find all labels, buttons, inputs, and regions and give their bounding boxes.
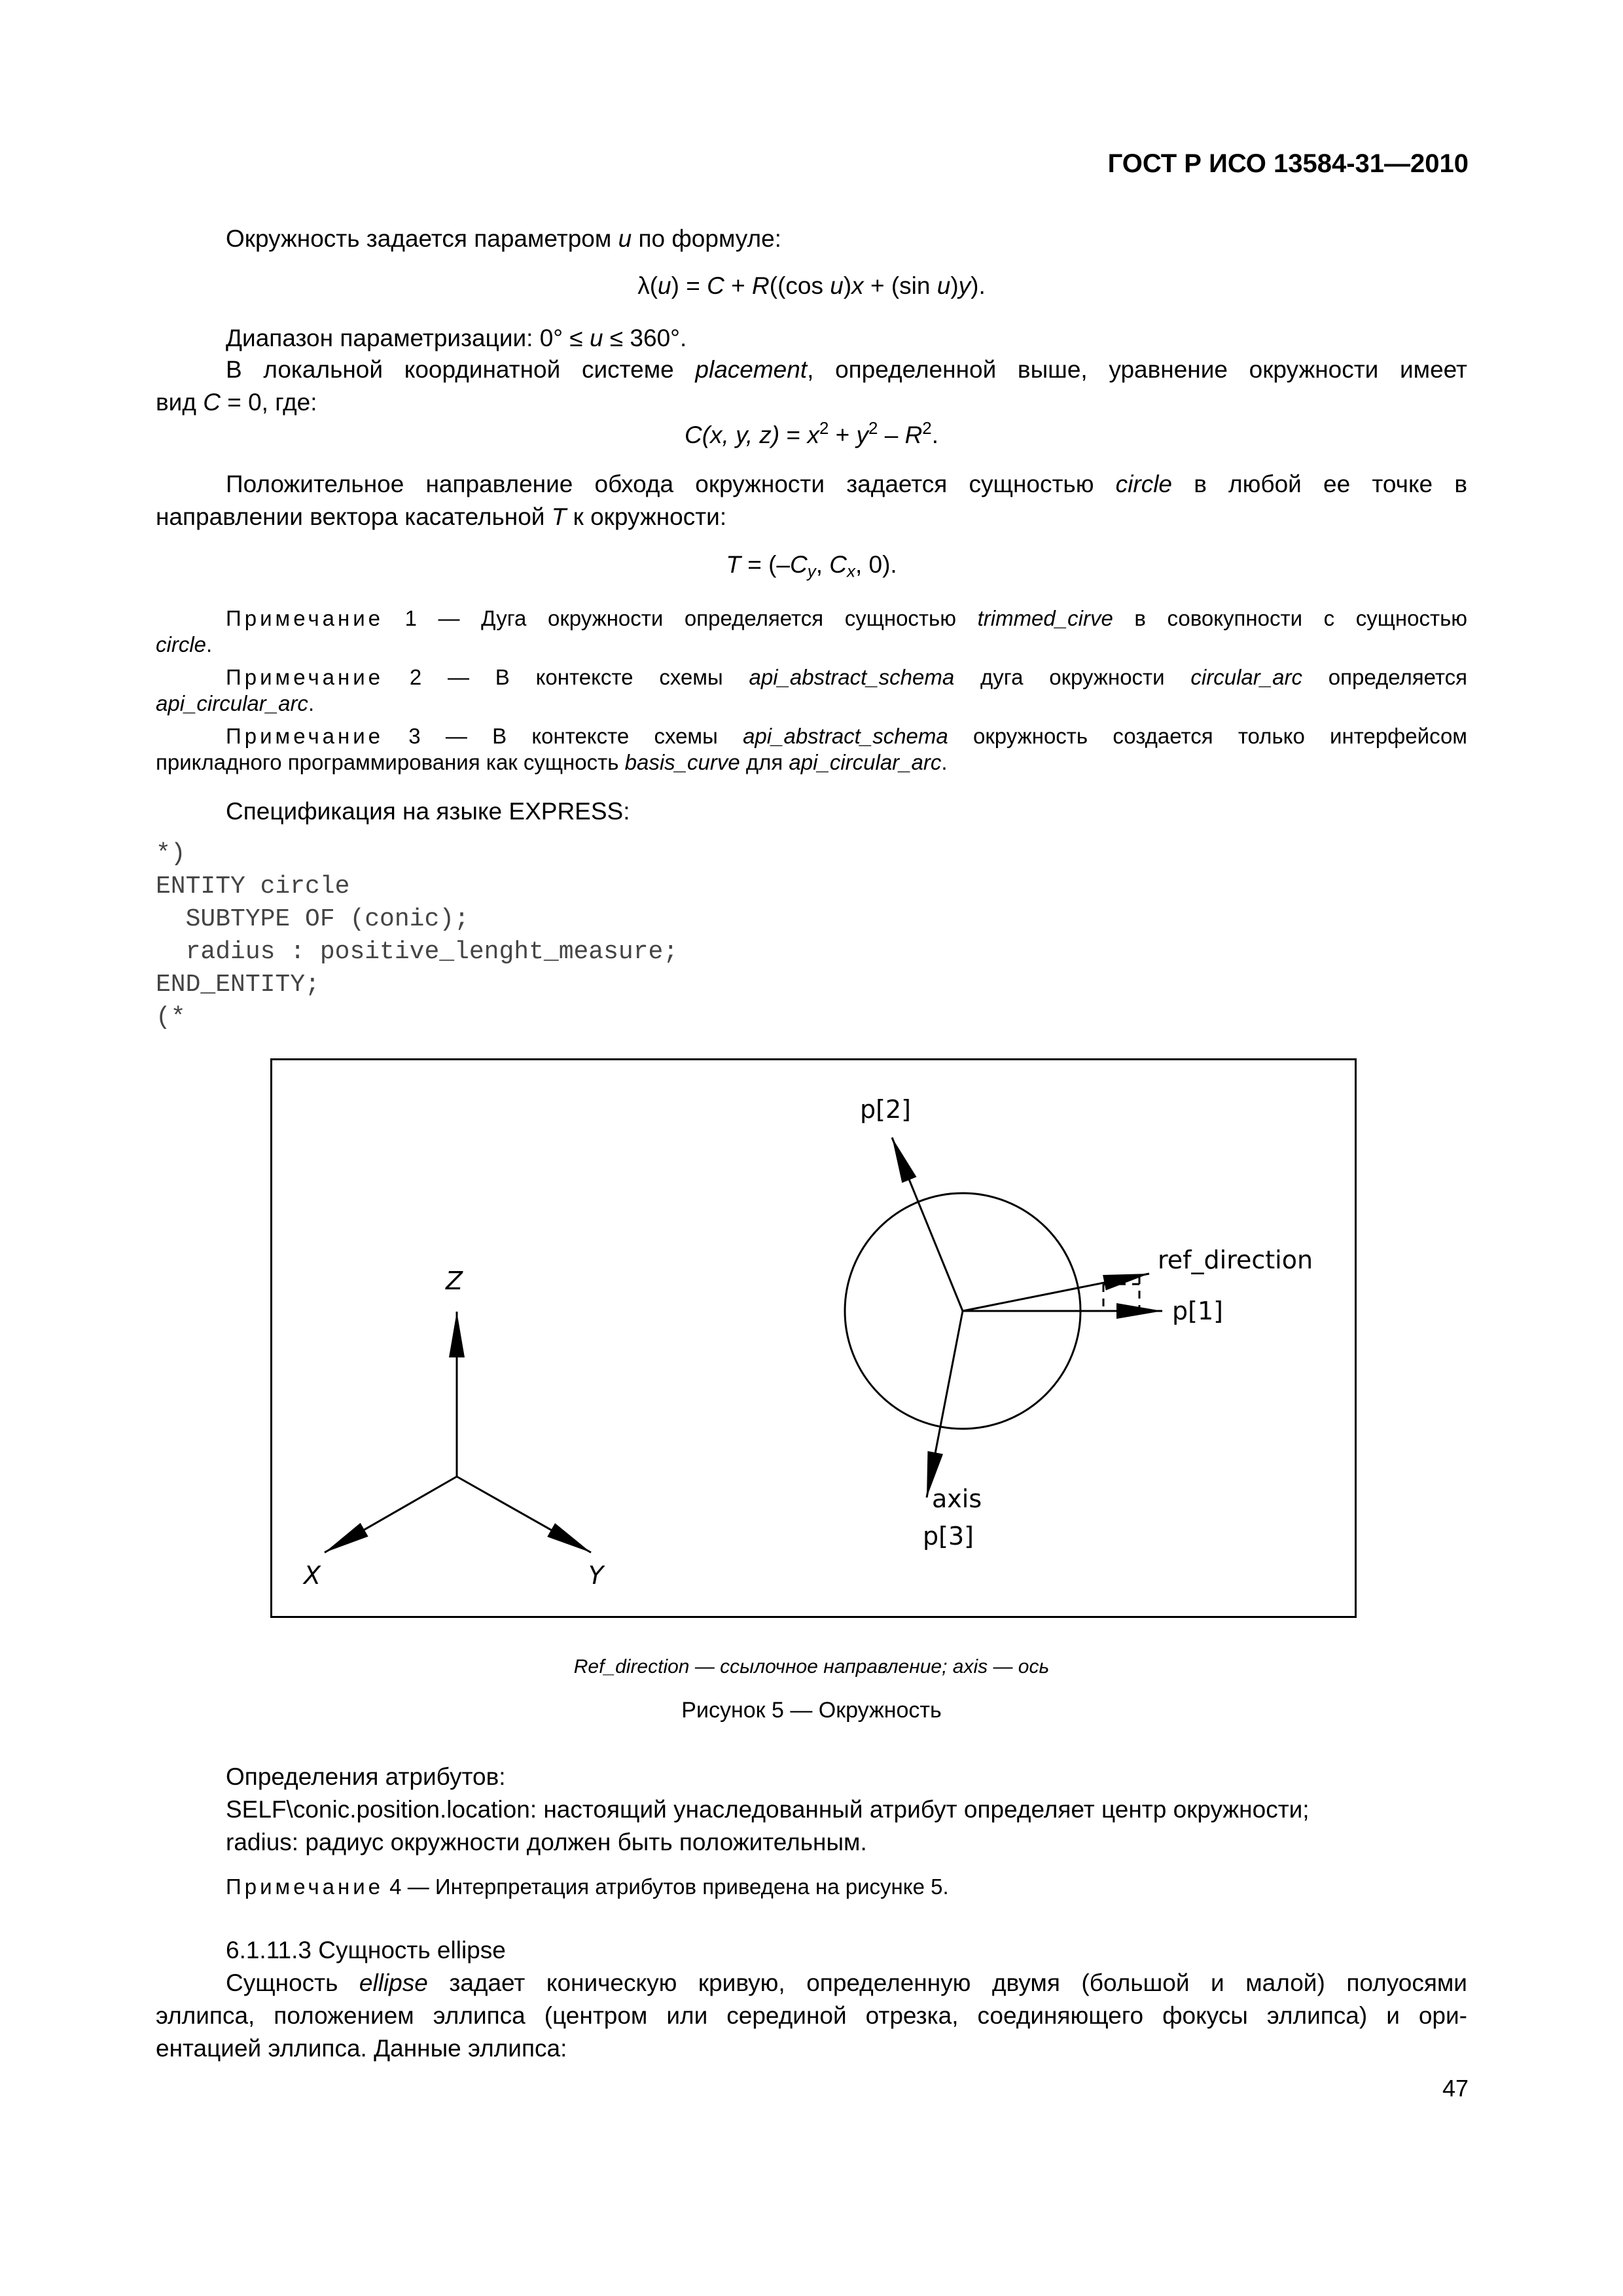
p2-arrow bbox=[892, 1138, 963, 1311]
ref-direction-label: ref_direction bbox=[1158, 1246, 1313, 1274]
note-2-line2: api_circular_arc. bbox=[156, 691, 315, 715]
paragraph-range: Диапазон параметризации: 0° ≤ u ≤ 360°. bbox=[226, 325, 687, 351]
axis-p3-arrow bbox=[927, 1311, 963, 1498]
axis-label: axis bbox=[932, 1484, 982, 1513]
note-4: Примечание 4 — Интерпретация атрибутов приведена на рисунке 5. bbox=[226, 1874, 949, 1899]
paragraph-local-line1: В локальной координатной системе placement, определенной выше, уравнение окружности имеет bbox=[226, 356, 1467, 383]
figure-drawing bbox=[272, 1060, 1355, 1616]
x-label: X bbox=[304, 1561, 321, 1590]
formula-lambda: λ(u) = C + R((cos u)x + (sin u)y). bbox=[637, 272, 986, 299]
code-line: ENTITY circle bbox=[156, 872, 350, 901]
code-line: SUBTYPE OF (conic); bbox=[156, 905, 469, 933]
paragraph-direction-line2: направлении вектора касательной T к окружности: bbox=[156, 503, 727, 530]
p1-label: p[1] bbox=[1172, 1297, 1223, 1325]
figure-5-circle bbox=[270, 1058, 1357, 1618]
note-1-line2: circle. bbox=[156, 632, 213, 656]
section-text-line3: ентацией эллипса. Данные эллипса: bbox=[156, 2035, 567, 2062]
paragraph-direction-line1: Положительное направление обхода окружности задается сущностью circle в любой ее точке в bbox=[226, 471, 1467, 497]
p3-label: p[3] bbox=[923, 1522, 974, 1551]
note-1-line1: Примечание 1 — Дуга окружности определяется сущностью trimmed_cirve в совокупности с сущностью bbox=[226, 606, 1468, 630]
code-line: radius : positive_lenght_measure; bbox=[156, 938, 679, 966]
code-line: END_ENTITY; bbox=[156, 971, 320, 999]
paragraph-local-line2: вид C = 0, где: bbox=[156, 389, 317, 416]
express-title: Спецификация на языке EXPRESS: bbox=[226, 798, 630, 825]
formula-circle-equation: C(x, y, $z) = x^2 + y^2 - R^2$. bbox=[685, 419, 938, 448]
p2-label: p[2] bbox=[860, 1095, 911, 1124]
y-label: Y bbox=[588, 1561, 604, 1590]
figure-legend: Ref_direction — ссылочное направление; axis — ось bbox=[573, 1656, 1050, 1677]
figure-caption: Рисунок 5 — Окружность bbox=[681, 1698, 942, 1723]
y-axis-arrow bbox=[457, 1477, 591, 1552]
standard-header: ГОСТ Р ИСО 13584-31—2010 bbox=[1107, 149, 1469, 178]
note-3-line2: прикладного программирования как сущность basis_curve для api_circular_arc. bbox=[156, 750, 948, 774]
attributes-title: Определения атрибутов: bbox=[226, 1763, 506, 1790]
paragraph-param: Окружность задается параметром u по формуле: bbox=[226, 225, 781, 252]
section-heading: 6.1.11.3 Сущность ellipse bbox=[226, 1937, 506, 1964]
code-line: (* bbox=[156, 1003, 186, 1031]
section-text-line1: Сущность ellipse задает коническую кривую, определенную двумя (большой и малой) полуосями bbox=[226, 1969, 1467, 1996]
note-2-line1: Примечание 2 — В контексте схемы api_abstract_schema дуга окружности circular_arc определяется bbox=[226, 665, 1467, 689]
x-axis-arrow bbox=[325, 1477, 457, 1552]
code-line: *) bbox=[156, 840, 186, 868]
attribute-radius: radius: радиус окружности должен быть положительным. bbox=[226, 1829, 867, 1856]
ref-direction-arrow bbox=[963, 1274, 1149, 1311]
note-3-line1: Примечание 3 — В контексте схемы api_abstract_schema окружность создается только интерфейсом bbox=[226, 724, 1467, 748]
z-label: Z bbox=[446, 1266, 463, 1295]
attribute-location: SELF\conic.position.location: настоящий унаследованный атрибут определяет центр окружности; bbox=[226, 1796, 1310, 1823]
page-number: 47 bbox=[1442, 2075, 1469, 2102]
formula-tangent: $T = (-C_y$, $C_x$, 0). bbox=[726, 551, 897, 581]
section-text-line2: эллипса, положением эллипса (центром или серединой отрезка, соединяющего фокусы эллипса) и ори- bbox=[156, 2002, 1467, 2029]
